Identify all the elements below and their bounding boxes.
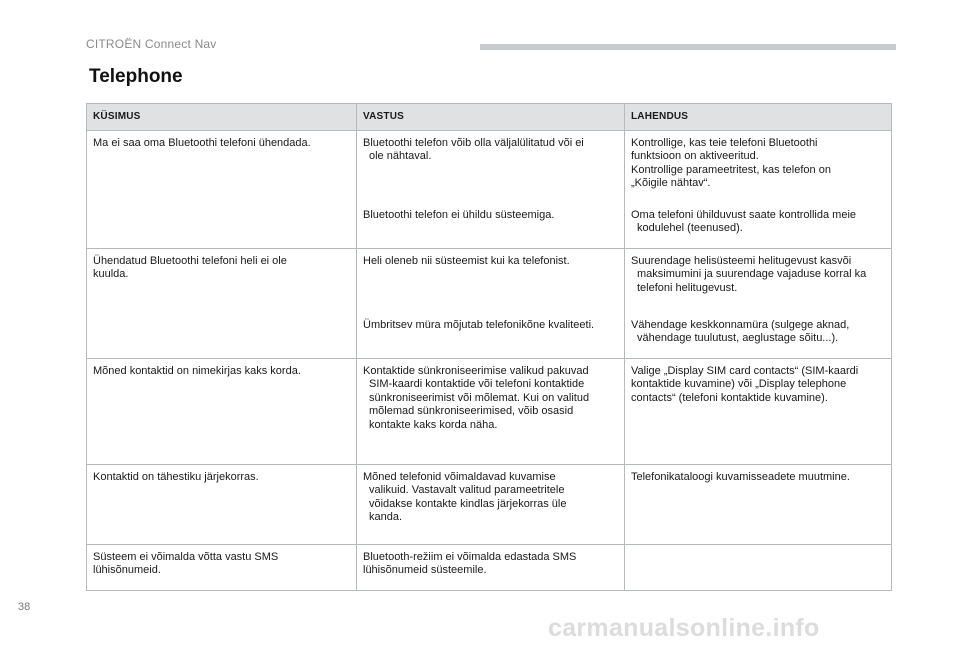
question-cell	[87, 131, 357, 249]
question-cell	[87, 465, 357, 545]
page-title: Telephone	[89, 66, 183, 87]
question-text: Ma ei saa oma Bluetoothi telefoni ühendada.	[93, 137, 311, 149]
answer-cell	[357, 131, 625, 203]
solution-text: Kontrollige, kas teie telefoni Bluetoothi funktsioon on aktiveeritud. Kontrollige parameetritest, kas telefon on „Kõigile nähtav“.	[631, 137, 831, 190]
column-header-answer: VASTUS	[357, 104, 625, 131]
solution-cell	[625, 249, 892, 313]
solution-text: Vähendage keskkonnamüra (sulgege aknad, vähendage tuulutust, aeglustage sõitu...).	[631, 318, 850, 344]
answer-cell	[357, 545, 625, 591]
answer-text: Ümbritsev müra mõjutab telefonikõne kvaliteeti.	[363, 318, 595, 331]
question-text: Süsteem ei võimalda võtta vastu SMS lühisõnumeid.	[93, 551, 279, 577]
table-row	[87, 249, 892, 313]
document-header-title: CITROËN Connect Nav	[86, 37, 217, 51]
question-cell	[87, 249, 357, 359]
table-row	[87, 359, 892, 465]
solution-cell	[625, 313, 892, 359]
solution-cell	[625, 131, 892, 203]
watermark: carmanualsonline.info	[548, 614, 820, 642]
faq-table	[86, 103, 892, 591]
answer-text: Kontaktide sünkroniseerimise valikud pakuvad SIM-kaardi kontaktide või telefoni kontaktide sünkroniseerimist või mõlemat. Kui on valitud mõlemad sünkroniseerimised, võib osasid kontakte kaks korda näha.	[363, 365, 590, 431]
solution-text: Valige „Display SIM card contacts“ (SIM-kaardi kontaktide kuvamine) või „Display telephone contacts“ (telefoni kontaktide kuvamine).	[631, 365, 859, 404]
column-header-solution: LAHENDUS	[625, 104, 892, 131]
answer-text: Bluetooth-režiim ei võimalda edastada SMS lühisõnumeid süsteemile.	[363, 551, 577, 577]
question-text: Kontaktid on tähestiku järjekorras.	[93, 471, 259, 483]
table-row	[87, 131, 892, 203]
solution-cell	[625, 545, 892, 591]
solution-text: Oma telefoni ühilduvust saate kontrollida meie kodulehel (teenused).	[631, 208, 857, 234]
page-number: 38	[18, 601, 31, 613]
solution-cell	[625, 465, 892, 545]
question-text: Ühendatud Bluetoothi telefoni heli ei ole kuulda.	[93, 255, 287, 281]
answer-cell	[357, 249, 625, 313]
question-cell	[87, 359, 357, 465]
table-header-row	[87, 104, 892, 131]
answer-text: Bluetoothi telefon võib olla väljalülitatud või ei ole nähtaval.	[363, 137, 584, 163]
answer-cell	[357, 313, 625, 359]
question-text: Mõned kontaktid on nimekirjas kaks korda.	[93, 365, 301, 377]
solution-cell	[625, 203, 892, 249]
answer-cell	[357, 465, 625, 545]
column-header-question: KÜSIMUS	[87, 104, 357, 131]
answer-text: Heli oleneb nii süsteemist kui ka telefonist.	[363, 255, 570, 267]
answer-cell	[357, 359, 625, 465]
solution-text: Suurendage helisüsteemi helitugevust kasvõi maksimumini ja suurendage vajaduse korral ka telefoni helitugevust.	[631, 255, 867, 294]
table-row	[87, 545, 892, 591]
table-row	[87, 465, 892, 545]
answer-cell	[357, 203, 625, 249]
answer-text: Bluetoothi telefon ei ühildu süsteemiga.	[363, 208, 555, 221]
troubleshooting-table	[86, 103, 891, 591]
header-divider-bar	[480, 44, 896, 50]
answer-text: Mõned telefonid võimaldavad kuvamise valikuid. Vastavalt valitud parameetritele võidakse kontakte kindlas järjekorras üle kanda.	[363, 471, 567, 524]
solution-cell	[625, 359, 892, 465]
question-cell	[87, 545, 357, 591]
solution-text: Telefonikataloogi kuvamisseadete muutmine.	[631, 471, 850, 483]
